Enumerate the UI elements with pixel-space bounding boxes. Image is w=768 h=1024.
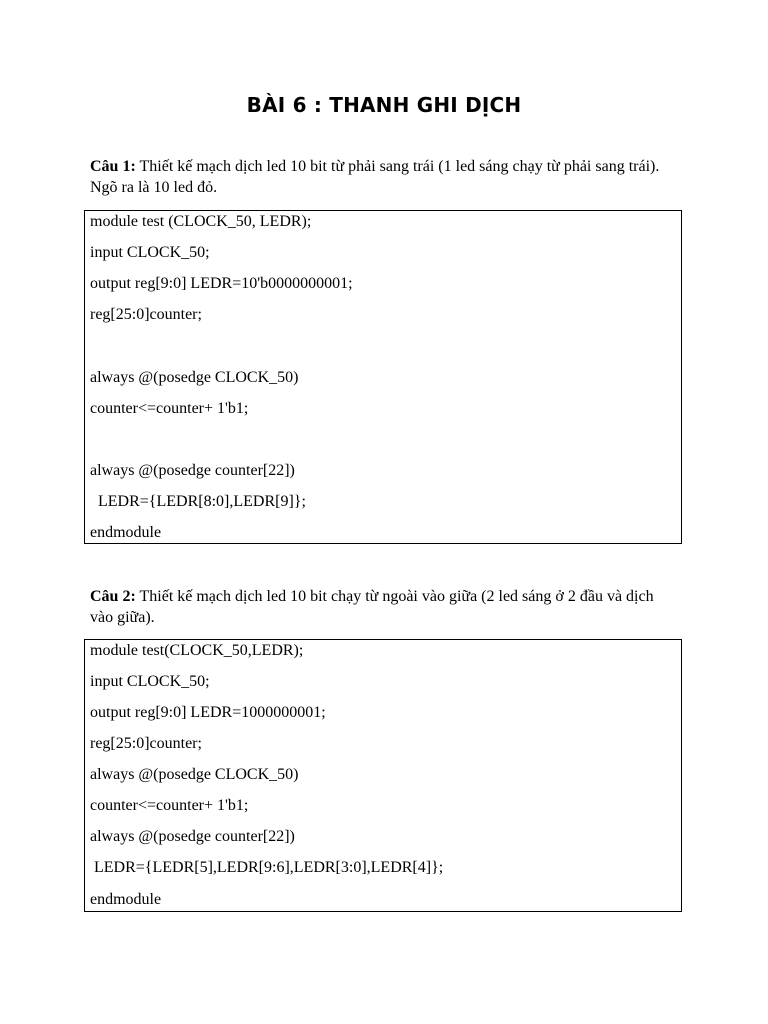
code-line: LEDR={LEDR[5],LEDR[9:6],LEDR[3:0],LEDR[4]}; [90, 859, 444, 876]
code-line: LEDR={LEDR[8:0],LEDR[9]}; [90, 493, 306, 510]
question-2-line-2: vào giữa). [90, 609, 155, 626]
code-line: always @(posedge counter[22]) [90, 828, 295, 845]
code-line: input CLOCK_50; [90, 673, 210, 690]
code-line: reg[25:0]counter; [90, 306, 202, 323]
code-line: reg[25:0]counter; [90, 735, 202, 752]
code-line: always @(posedge CLOCK_50) [90, 766, 299, 783]
code-line: output reg[9:0] LEDR=10'b0000000001; [90, 275, 353, 292]
question-2-label: Câu 2: [90, 588, 136, 605]
code-block-2 [84, 639, 682, 912]
code-line: endmodule [90, 524, 162, 541]
question-2-text: Thiết kế mạch dịch led 10 bit chạy từ ngoài vào giữa (2 led sáng ở 2 đầu và dịch [135, 588, 654, 605]
code-line: counter<=counter+ 1'b1; [90, 797, 249, 814]
code-block-1 [84, 210, 682, 544]
code-line: input CLOCK_50; [90, 244, 210, 261]
question-1-line-1 [90, 156, 690, 177]
page-title: BÀI 6 : THANH GHI DỊCH [246, 93, 522, 117]
code-line: counter<=counter+ 1'b1; [90, 400, 249, 417]
question-1-text: Thiết kế mạch dịch led 10 bit từ phải sang trái (1 led sáng chạy từ phải sang trái). [135, 158, 660, 175]
question-1 [90, 156, 690, 198]
code-line: endmodule [90, 891, 162, 908]
code-line: output reg[9:0] LEDR=1000000001; [90, 704, 326, 721]
code-line: module test(CLOCK_50,LEDR); [90, 642, 304, 659]
code-line: module test (CLOCK_50, LEDR); [90, 213, 312, 230]
question-1-line-2: Ngõ ra là 10 led đỏ. [90, 179, 218, 196]
question-1-label: Câu 1: [90, 158, 136, 175]
code-line: always @(posedge CLOCK_50) [90, 369, 299, 386]
code-line: always @(posedge counter[22]) [90, 462, 295, 479]
question-2-line-1 [90, 586, 690, 607]
question-2 [90, 586, 690, 628]
